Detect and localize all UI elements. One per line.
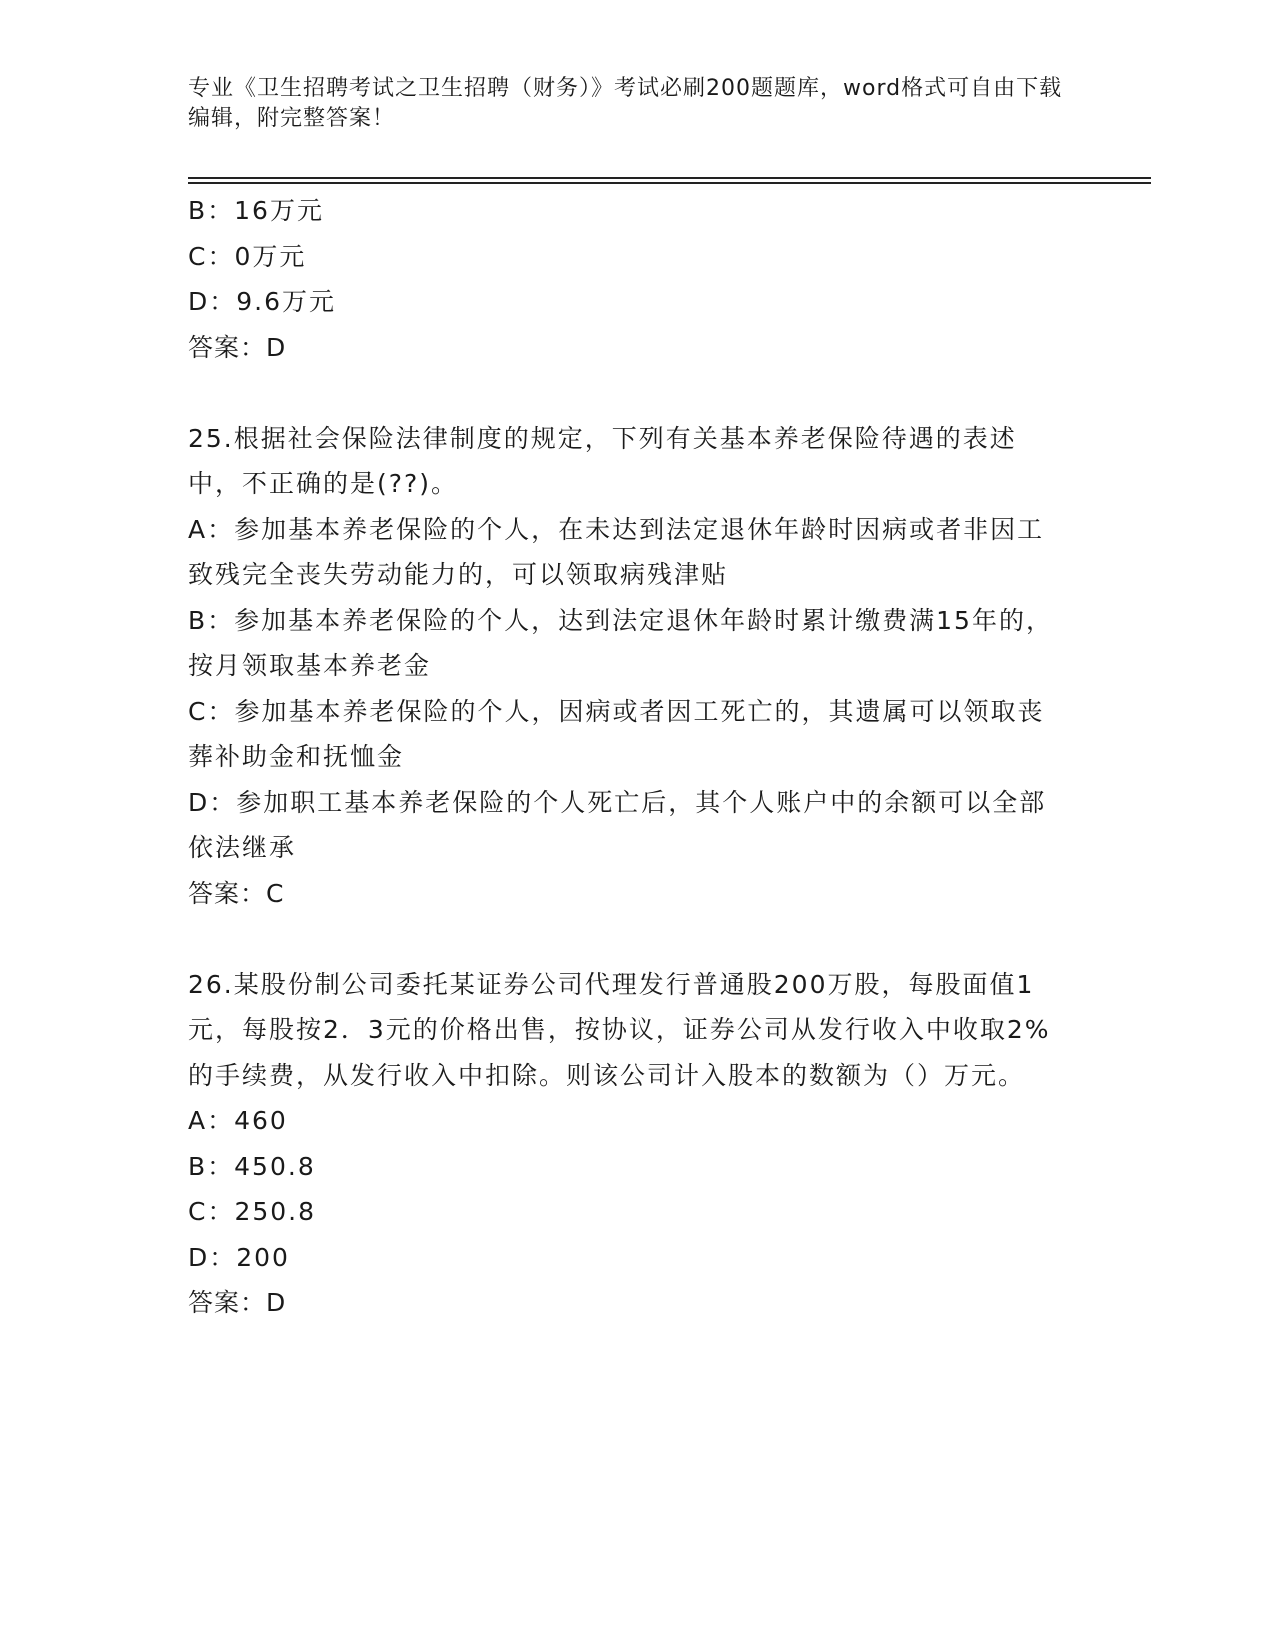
question-26-stem: 26.某股份制公司委托某证券公司代理发行普通股200万股，每股面值1元，每股按2．3元的价格出售，按协议，证券公司从发行收入中收取2%的手续费，从发行收入中扣除。则该公司计入股本的数额为（）万元。 [188,969,1051,1090]
spacer [188,370,1068,416]
question-26-option-c: C：250.8 [188,1197,317,1226]
question-26-option-d: D：200 [188,1242,290,1272]
question-26-answer: 答案：D [188,1288,287,1317]
document-header: 专业《卫生招聘考试之卫生招聘（财务）》考试必刷200题题库，word格式可自由下载编辑，附完整答案！ [188,76,1063,131]
header-rule-bottom [188,182,1151,184]
option-c: C：0万元 [188,241,307,271]
document-body [188,188,1068,1326]
spacer [188,916,1068,962]
header-rule-top [188,177,1151,179]
question-25-option-c: C：参加基本养老保险的个人，因病或者因工死亡的，其遗属可以领取丧葬补助金和抚恤金 [188,696,1045,771]
option-b: B：16万元 [188,196,324,225]
question-25-option-d: D：参加职工基本养老保险的个人死亡后，其个人账户中的余额可以全部依法继承 [188,787,1047,862]
option-d: D：9.6万元 [188,287,337,316]
question-25-stem: 25.根据社会保险法律制度的规定，下列有关基本养老保险待遇的表述中，不正确的是(??)。 [188,423,1017,498]
question-25-option-b: B：参加基本养老保险的个人，达到法定退休年龄时累计缴费满15年的，按月领取基本养老金 [188,605,1053,680]
question-25-option-a: A：参加基本养老保险的个人，在未达到法定退休年龄时因病或者非因工致残完全丧失劳动能力的，可以领取病残津贴 [188,514,1045,589]
question-25-answer: 答案：C [188,878,285,908]
answer-line: 答案：D [188,332,287,362]
question-26-option-a: A：460 [188,1106,288,1135]
question-26-option-b: B：450.8 [188,1151,316,1181]
